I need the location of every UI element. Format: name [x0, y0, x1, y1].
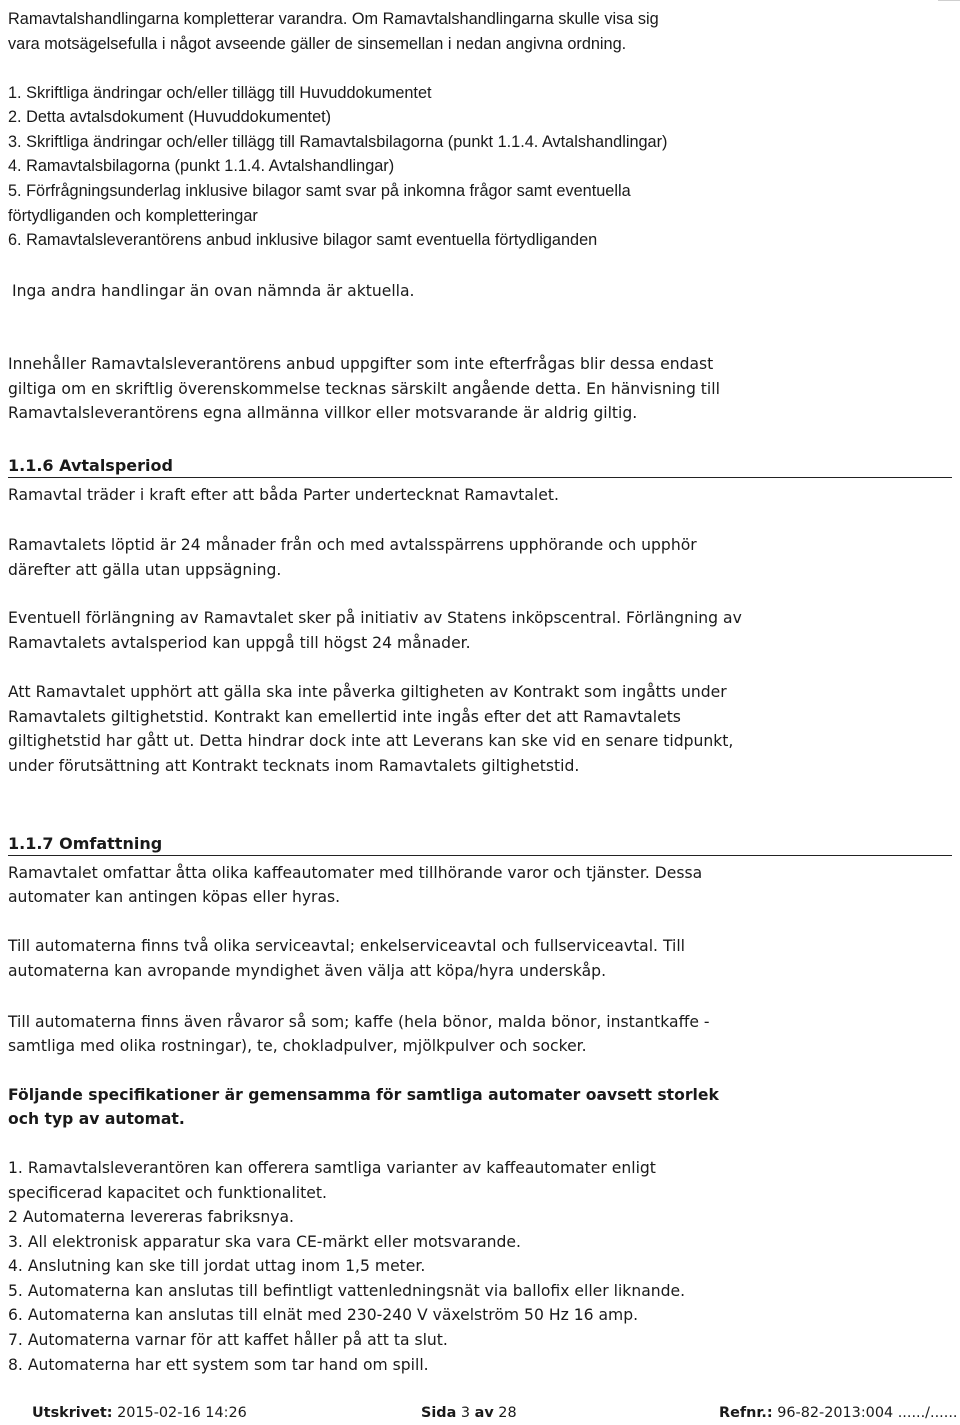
paragraph-line: Till automaterna finns även råvaror så som; kaffe (hela bönor, malda bönor, instantkaffe - — [8, 1013, 710, 1031]
list-item: 5. Förfrågningsunderlag inklusive bilagor samt svar på inkomna frågor samt eventuella — [8, 182, 631, 200]
paragraph-line: Ramavtalsleverantörens egna allmänna villkor eller motsvarande är aldrig giltig. — [8, 404, 638, 422]
intro-line: vara motsägelsefulla i något avseende gäller de sinsemellan i nedan angivna ordning. — [8, 35, 627, 53]
bold-intro-line: och typ av automat. — [8, 1110, 185, 1128]
list-item: 6. Ramavtalsleverantörens anbud inklusive bilagor samt eventuella förtydliganden — [8, 231, 598, 249]
paragraph-line: samtliga med olika rostningar), te, chokladpulver, mjölkpulver och socker. — [8, 1037, 587, 1055]
spec-item: 3. All elektronisk apparatur ska vara CE-märkt eller motsvarande. — [8, 1233, 521, 1251]
page-number — [421, 1405, 517, 1422]
spec-item: 5. Automaterna kan anslutas till befintligt vattenledningsnät via ballofix eller liknande. — [8, 1282, 686, 1300]
spec-item: 1. Ramavtalsleverantören kan offerera samtliga varianter av kaffeautomater enligt — [8, 1159, 656, 1177]
printed-timestamp — [32, 1405, 247, 1422]
printed-value: 2015-02-16 14:26 — [112, 1405, 247, 1421]
spec-item: specificerad kapacitet och funktionalitet. — [8, 1184, 327, 1202]
paragraph-line: Ramavtal träder i kraft efter att båda Parter undertecknat Ramavtalet. — [8, 486, 559, 504]
spec-item: 4. Anslutning kan ske till jordat uttag inom 1,5 meter. — [8, 1257, 426, 1275]
page-current: 3 — [456, 1405, 475, 1421]
paragraph-line: Innehåller Ramavtalsleverantörens anbud uppgifter som inte efterfrågas blir dessa endast — [8, 355, 714, 373]
page-total: 28 — [493, 1405, 517, 1421]
list-item: förtydliganden och kompletteringar — [8, 207, 258, 225]
page-corner-mark — [938, 0, 960, 5]
page-label: Sida — [421, 1405, 457, 1421]
ref-label: Refnr.: — [719, 1405, 773, 1421]
paragraph-line: Eventuell förlängning av Ramavtalet sker på initiativ av Statens inköpscentral. Förlängning av — [8, 609, 742, 627]
spec-item: 2 Automaterna levereras fabriksnya. — [8, 1208, 294, 1226]
paragraph-line: giltiga om en skriftlig överenskommelse tecknas särskilt angående detta. En hänvisning till — [8, 380, 720, 398]
page-footer — [8, 1405, 958, 1425]
intro-line: Ramavtalshandlingarna kompletterar varandra. Om Ramavtalshandlingarna skulle visa sig — [8, 10, 659, 28]
paragraph-line: Ramavtalet omfattar åtta olika kaffeautomater med tillhörande varor och tjänster. Dessa — [8, 864, 703, 882]
paragraph-line: automater kan antingen köpas eller hyras. — [8, 888, 341, 906]
list-item: 2. Detta avtalsdokument (Huvuddokumentet) — [8, 108, 332, 126]
spec-item: 7. Automaterna varnar för att kaffet håller på att ta slut. — [8, 1331, 448, 1349]
paragraph-line: därefter att gälla utan uppsägning. — [8, 561, 282, 579]
paragraph-line: under förutsättning att Kontrakt tecknats inom Ramavtalets giltighetstid. — [8, 757, 580, 775]
spec-item: 8. Automaterna har ett system som tar hand om spill. — [8, 1356, 429, 1374]
paragraph-line: giltighetstid har gått ut. Detta hindrar dock inte att Leverans kan ske vid en senare tidpunkt, — [8, 732, 734, 750]
bold-intro-line: Följande specifikationer är gemensamma för samtliga automater oavsett storlek — [8, 1086, 719, 1104]
list-item: 1. Skriftliga ändringar och/eller tillägg till Huvuddokumentet — [8, 84, 432, 102]
list-item: 4. Ramavtalsbilagorna (punkt 1.1.4. Avtalshandlingar) — [8, 157, 395, 175]
paragraph-line: Ramavtalets löptid är 24 månader från och med avtalsspärrens upphörande och upphör — [8, 536, 697, 554]
paragraph-line: Ramavtalets giltighetstid. Kontrakt kan emellertid inte ingås efter det att Ramavtalets — [8, 708, 681, 726]
paragraph-line: Till automaterna finns två olika serviceavtal; enkelserviceavtal och fullserviceavtal. Till — [8, 937, 686, 955]
printed-label: Utskrivet: — [32, 1405, 113, 1421]
paragraph-line: automaterna kan avropande myndighet även välja att köpa/hyra underskåp. — [8, 962, 607, 980]
ref-value: 96-82-2013:004 ....../...... — [772, 1405, 958, 1421]
paragraph-line: Att Ramavtalet upphört att gälla ska inte påverka giltigheten av Kontrakt som ingåtts under — [8, 683, 727, 701]
page-of-label: av — [474, 1405, 494, 1421]
section-heading-omfattning: 1.1.7 Omfattning — [8, 834, 952, 856]
list-item: 3. Skriftliga ändringar och/eller tillägg till Ramavtalsbilagorna (punkt 1.1.4. Avtalshandlingar) — [8, 133, 668, 151]
reference-number — [719, 1405, 957, 1422]
section-heading-avtalsperiod: 1.1.6 Avtalsperiod — [8, 456, 952, 478]
paragraph-line: Ramavtalets avtalsperiod kan uppgå till högst 24 månader. — [8, 634, 471, 652]
no-other-documents-note: Inga andra handlingar än ovan nämnda är aktuella. — [12, 282, 415, 300]
spec-item: 6. Automaterna kan anslutas till elnät med 230-240 V växelström 50 Hz 16 amp. — [8, 1306, 639, 1324]
